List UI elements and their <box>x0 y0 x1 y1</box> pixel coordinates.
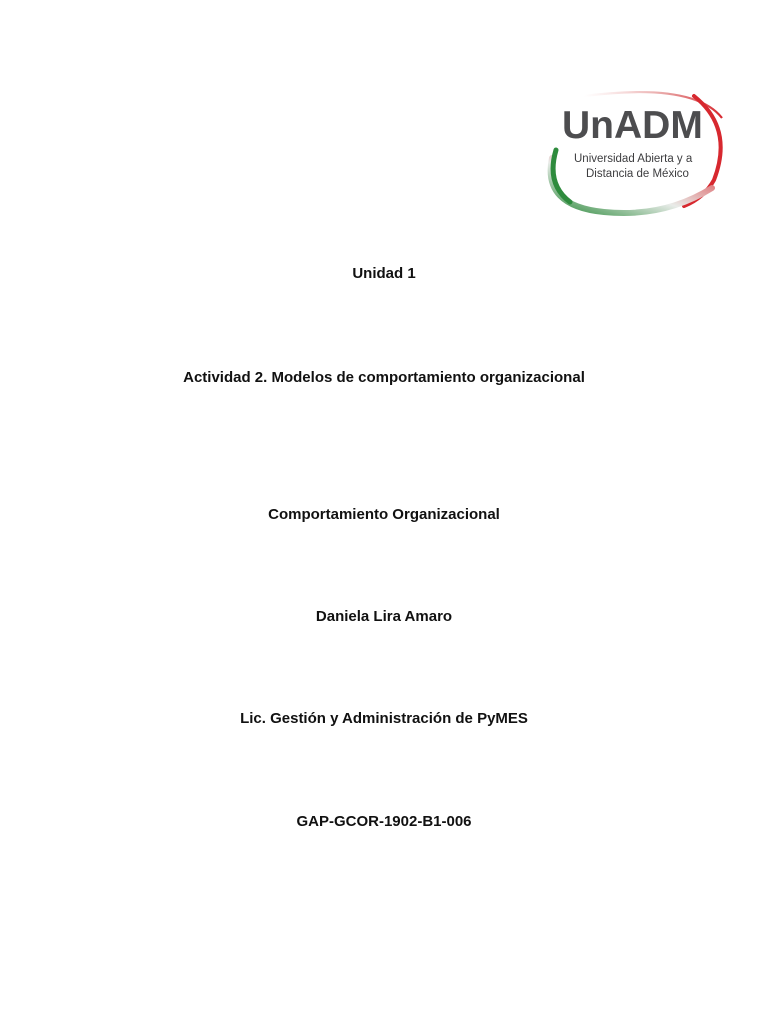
unadm-logo <box>544 88 728 220</box>
logo-title: UnADM <box>562 104 703 147</box>
unit-heading: Unidad 1 <box>352 265 416 282</box>
student-name: Daniela Lira Amaro <box>315 608 453 625</box>
degree-program: Lic. Gestión y Administración de PyMES <box>240 710 528 727</box>
activity-title: Actividad 2. Modelos de comportamiento organizacional <box>183 369 585 386</box>
logo-subtitle-line1: Universidad Abierta y a <box>574 153 693 165</box>
course-name: Comportamiento Organizacional <box>268 506 500 523</box>
group-code: GAP-GCOR-1902-B1-006 <box>296 813 472 830</box>
logo-subtitle-line2: Distancia de México <box>586 168 689 180</box>
